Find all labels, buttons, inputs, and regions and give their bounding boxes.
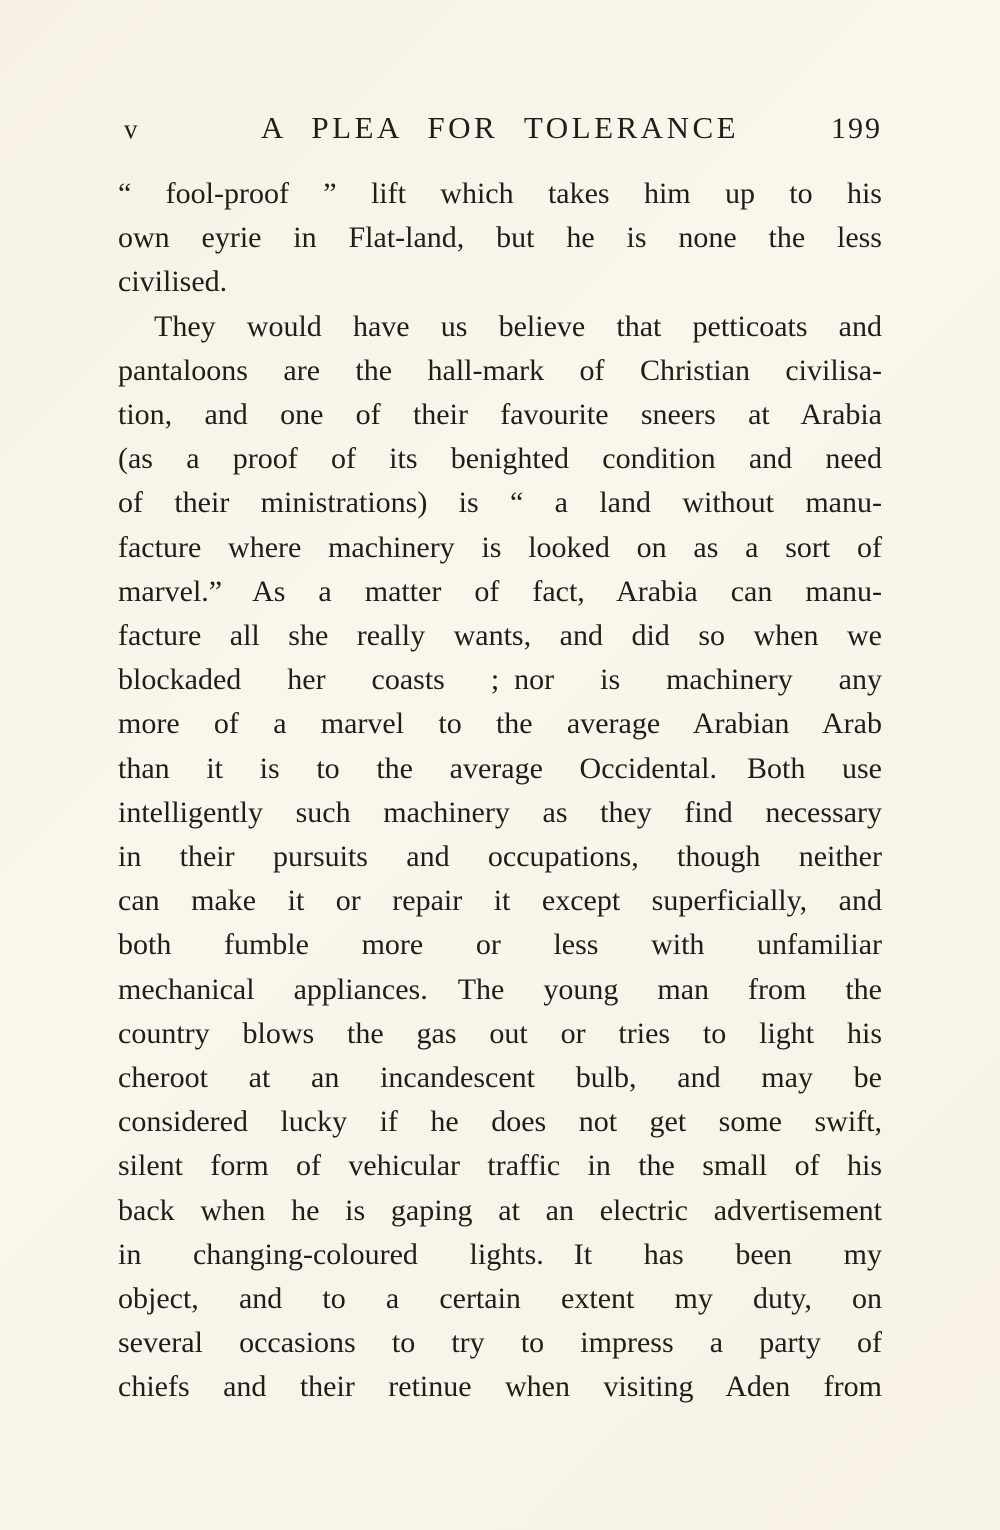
paragraph — [118, 172, 882, 305]
text-line: mechanical appliances. The young man from the — [118, 972, 882, 1006]
text-line: They would have us believe that petticoats and — [154, 309, 882, 343]
text-line: than it is to the average Occidental. Both use — [118, 751, 882, 785]
text-line: in changing-coloured lights. It has been my — [118, 1237, 882, 1271]
text-line: silent form of vehicular traffic in the small of his — [118, 1149, 882, 1183]
page-number: 199 — [831, 112, 882, 145]
text-line: own eyrie in Flat-land, but he is none the less — [118, 221, 882, 255]
running-title: A PLEA FOR TOLERANCE — [260, 110, 740, 145]
book-page — [118, 110, 882, 1410]
text-line: tion, and one of their favourite sneers at Arabia — [118, 398, 882, 432]
page-header — [118, 110, 882, 146]
text-line: chiefs and their retinue when visiting Aden from — [118, 1370, 882, 1404]
text-line: more of a marvel to the average Arabian Arab — [118, 707, 882, 741]
text-line: country blows the gas out or tries to light his — [118, 1016, 882, 1050]
text-line: of their ministrations) is “ a land without manu- — [118, 486, 882, 520]
text-line: blockaded her coasts ; nor is machinery any — [118, 663, 882, 697]
body-text — [118, 172, 882, 1410]
text-line: back when he is gaping at an electric advertisement — [118, 1193, 882, 1227]
text-line: cheroot at an incandescent bulb, and may be — [118, 1061, 882, 1095]
text-line: “ fool-proof ” lift which takes him up to his — [118, 177, 882, 210]
text-line: intelligently such machinery as they find necessary — [118, 795, 882, 829]
text-line: considered lucky if he does not get some swift, — [118, 1105, 882, 1139]
chapter-numeral: v — [124, 114, 138, 144]
text-line: pantaloons are the hall-mark of Christian civilisa- — [118, 353, 882, 387]
text-line: several occasions to try to impress a party of — [118, 1326, 882, 1360]
paragraph — [118, 305, 882, 1410]
text-line: facture all she really wants, and did so when we — [118, 619, 882, 653]
text-line: facture where machinery is looked on as a sort of — [118, 530, 882, 564]
text-line: in their pursuits and occupations, though neither — [118, 840, 882, 874]
text-line: civilised. — [118, 265, 228, 299]
text-line: marvel.” As a matter of fact, Arabia can manu- — [118, 574, 882, 608]
text-line: object, and to a certain extent my duty, on — [118, 1282, 882, 1316]
text-line: (as a proof of its benighted condition and need — [118, 442, 882, 476]
text-line: both fumble more or less with unfamiliar — [118, 928, 882, 962]
text-line: can make it or repair it except superficially, and — [118, 884, 882, 918]
